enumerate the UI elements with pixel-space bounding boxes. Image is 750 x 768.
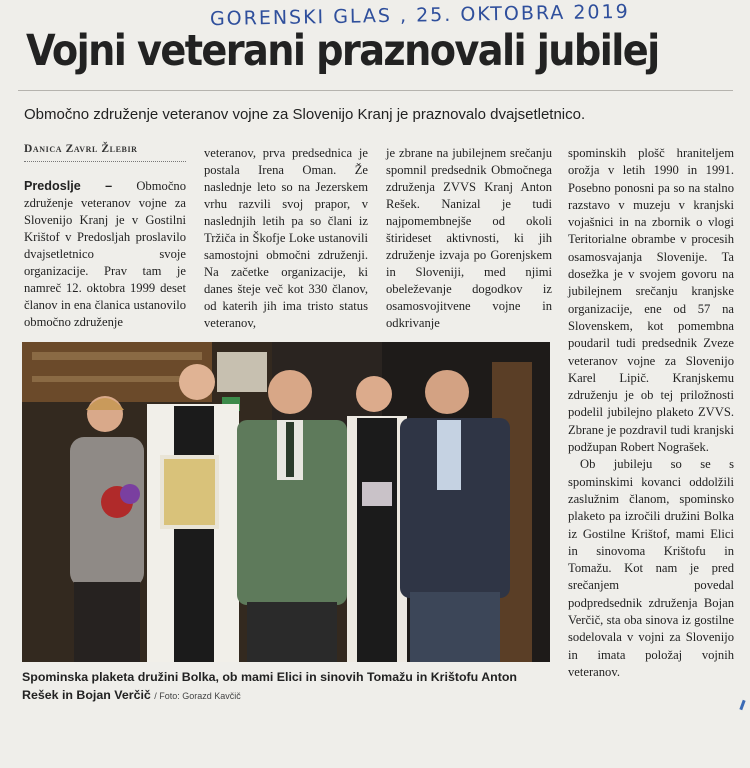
- group-photo-illustration: [22, 342, 550, 662]
- pen-mark: [739, 700, 745, 710]
- column-1-text: Območno združenje veteranov vojne za Slovenijo Kranj je v Gostilni Krištof v Predosljah proslavilo dvajsetletnico svoje organizacije. Prav tam je namreč 12. oktobra 1999 deset članov in ena članica ustanovilo območno združenje: [24, 179, 186, 329]
- article-headline: Vojni veterani praznovali jubilej: [26, 26, 659, 76]
- article-column-3: [386, 145, 552, 332]
- article-column-4: [568, 145, 734, 681]
- article-byline: Danica Zavrl Žlebir: [24, 143, 138, 155]
- photo-caption-text: Spominska plaketa družini Bolka, ob mami Elici in sinovih Tomažu in Krištofu Anton Rešek in Bojan Verčič: [22, 670, 517, 702]
- column-2-text: veteranov, prva predsednica je postala Irena Oman. Že naslednje leto so na Jezerskem vrhu razvili svoj prapor, v naslednjih letih pa so člani iz Tržiča in Škofje Loke ustanovili samostojni območni združenji. Na začetke organizacije, ki danes šteje več kot 330 članov, od katerih jih ima tristo status veteranov,: [204, 146, 368, 330]
- article-lead: Območno združenje veteranov vojne za Slovenijo Kranj je praznovalo dvajsetletnico.: [24, 106, 586, 123]
- headline-divider: [18, 90, 733, 91]
- article-column-1: [24, 178, 186, 331]
- article-photo: [22, 342, 550, 662]
- dateline: Predoslje –: [24, 179, 113, 193]
- photo-caption: [22, 668, 550, 705]
- column-4-paragraph-2: Ob jubileju so se s spominskimi kovanci oddolžili zaslužnim članom, spominsko plaketo pa izročili družini Bolka iz Gostilne Krištof, mami Elici in sinovoma Krištofu in Tomažu. Kot nam je pred srečanjem povedal podpredsednik združenja Bojan Verčič, sta oba sinova iz gostilne sodelovala v vojni za Slovenijo in imata položaj vojnih veteranov.: [568, 457, 734, 679]
- column-3-text: je zbrane na jubilejnem srečanju spomnil predsednik Območnega združenja ZVVS Kranj Anton Rešek. Nanizal je tudi najpomembnejše od okoli štirideset aktivnosti, ki jih združenje izvaja po Gorenjskem in Sloveniji, med njimi obeleževanje dogodkov iz osamosvojitvene vojne in odkrivanje: [386, 146, 552, 330]
- handwritten-source-note: GORENSKI GLAS , 25. OKTOBRA 2019: [209, 0, 630, 31]
- article-column-2: [204, 145, 368, 332]
- photo-credit: / Foto: Gorazd Kavčič: [154, 691, 241, 701]
- column-4-paragraph-1: spominskih plošč hraniteljem orožja v letih 1990 in 1991. Posebno ponosni pa so na stalno razstavo v muzeju v kranjski vojašnici in na zbornik o vlogi Teritorialne obrambe v procesih osamosvajanja Slovenije. Ta dosežka je v svojem govoru na jubilejnem srečanju kranjske organizacije, ene od 57 na Slovenskem, kot pomembna poudaril tudi predsednik Zveze veteranov vojne za Slovenijo Karel Lipič. Kranjskemu združenju je ob tej priložnosti podelil jubilejno plaketo ZVVS. Zbrane je pozdravil tudi kranjski podžupan Robert Nograšek.: [568, 146, 734, 455]
- byline-divider: [24, 161, 186, 162]
